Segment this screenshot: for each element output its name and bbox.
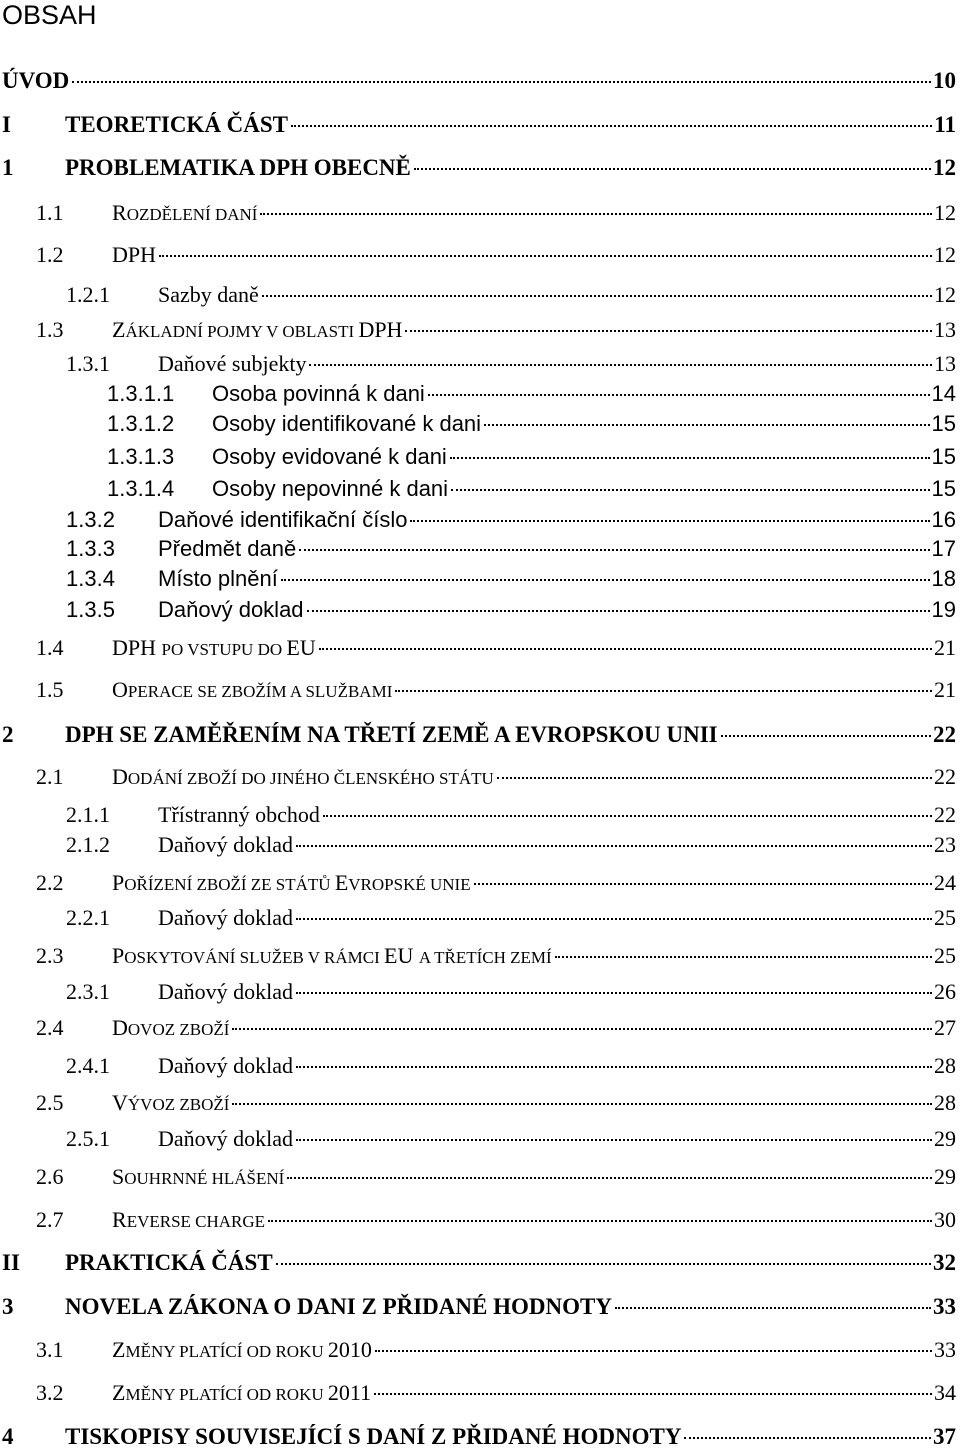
toc-entry-page-number: 15 bbox=[931, 411, 956, 436]
dot-leader bbox=[410, 520, 929, 522]
dot-leader bbox=[232, 1103, 932, 1105]
toc-entry[interactable] bbox=[66, 903, 956, 933]
dot-leader bbox=[474, 883, 932, 885]
dot-leader bbox=[159, 255, 932, 257]
toc-entry-number: 2.2.1 bbox=[66, 905, 110, 930]
toc-entry-title: Osoby identifikované k dani bbox=[212, 411, 482, 436]
toc-entry-page-number: 15 bbox=[931, 444, 956, 469]
toc-entry-number: ÚVOD bbox=[2, 68, 70, 93]
dot-leader bbox=[450, 457, 930, 459]
dot-leader bbox=[375, 1350, 932, 1352]
toc-entry-title: DPH bbox=[112, 242, 157, 267]
dot-leader bbox=[296, 992, 932, 994]
toc-entry-title: OPERACE SE ZBOŽÍM A SLUŽBAMI bbox=[112, 677, 393, 702]
dot-leader bbox=[299, 549, 929, 551]
dot-leader bbox=[281, 579, 930, 581]
toc-entry-page-number: 22 bbox=[933, 722, 956, 747]
dot-leader bbox=[262, 295, 932, 297]
toc-entry[interactable] bbox=[36, 1205, 956, 1235]
toc-entry[interactable] bbox=[107, 379, 956, 409]
toc-entry-title: DODÁNÍ ZBOŽÍ DO JINÉHO ČLENSKÉHO STÁTU bbox=[112, 764, 494, 789]
toc-entry-page-number: 18 bbox=[931, 566, 956, 591]
toc-entry-title: SOUHRNNÉ HLÁŠENÍ bbox=[112, 1164, 285, 1189]
toc-entry-page-number: 22 bbox=[934, 802, 956, 827]
toc-entry-number: 2.6 bbox=[36, 1164, 64, 1189]
toc-entry-title: Daňový doklad bbox=[158, 832, 294, 857]
toc-entry-title: Osoba povinná k dani bbox=[212, 381, 425, 406]
dot-leader bbox=[428, 394, 930, 396]
toc-entry-number: 1.3 bbox=[36, 317, 64, 342]
toc-entry[interactable] bbox=[2, 153, 956, 183]
toc-entry-page-number: 24 bbox=[934, 870, 956, 895]
toc-entry[interactable] bbox=[2, 1292, 956, 1322]
dot-leader bbox=[232, 1028, 932, 1030]
toc-entry-number: 2.3 bbox=[36, 943, 64, 968]
toc-entry-number: 3 bbox=[2, 1294, 14, 1319]
toc-entry-page-number: 10 bbox=[933, 68, 956, 93]
toc-entry[interactable] bbox=[36, 633, 956, 663]
toc-entry-number: 2.1.2 bbox=[66, 832, 110, 857]
toc-entry[interactable] bbox=[107, 409, 956, 439]
dot-leader bbox=[323, 815, 932, 817]
toc-entry-title: DPH SE ZAMĚŘENÍM NA TŘETÍ ZEMĚ A EVROPSKOU UNII bbox=[65, 722, 718, 747]
toc-entry-number: 1.3.3 bbox=[66, 536, 115, 561]
toc-entry[interactable] bbox=[107, 474, 956, 504]
toc-entry-page-number: 37 bbox=[933, 1424, 956, 1449]
toc-entry[interactable] bbox=[66, 349, 956, 379]
toc-entry-number: 1.3.5 bbox=[66, 597, 115, 622]
toc-entry-title: Daňový doklad bbox=[158, 979, 294, 1004]
toc-entry[interactable] bbox=[66, 1051, 956, 1081]
toc-entry[interactable] bbox=[2, 110, 956, 140]
dot-leader bbox=[268, 1220, 932, 1222]
toc-entry-page-number: 26 bbox=[934, 979, 956, 1004]
toc-entry-number: 2.1.1 bbox=[66, 802, 110, 827]
toc-entry-page-number: 33 bbox=[934, 1337, 956, 1362]
toc-entry[interactable] bbox=[66, 595, 956, 625]
toc-entry-title: Sazby daně bbox=[158, 282, 259, 307]
dot-leader bbox=[291, 125, 932, 127]
toc-entry-page-number: 14 bbox=[931, 381, 956, 406]
toc-entry[interactable] bbox=[36, 1378, 956, 1408]
toc-entry-page-number: 19 bbox=[931, 597, 956, 622]
toc-entry-page-number: 23 bbox=[934, 832, 956, 857]
toc-entry-number: 2.4.1 bbox=[66, 1053, 110, 1078]
toc-entry-title: Daňový doklad bbox=[158, 597, 304, 622]
toc-entry-page-number: 15 bbox=[931, 476, 956, 501]
page-title: OBSAH bbox=[2, 0, 97, 30]
toc-entry-number: 1.2.1 bbox=[66, 282, 110, 307]
toc-entry-number: 2.7 bbox=[36, 1207, 64, 1232]
toc-entry-number: 4 bbox=[2, 1424, 14, 1449]
toc-entry[interactable] bbox=[66, 1124, 956, 1154]
toc-entry-page-number: 17 bbox=[931, 536, 956, 561]
toc-entry[interactable] bbox=[36, 1013, 956, 1043]
toc-entry[interactable] bbox=[36, 240, 956, 270]
toc-entry-number: 1.3.2 bbox=[66, 507, 115, 532]
toc-entry-number: 1.3.1.4 bbox=[107, 476, 175, 501]
dot-leader bbox=[309, 364, 932, 366]
toc-entry-title: POŘÍZENÍ ZBOŽÍ ZE STÁTŮ EVROPSKÉ UNIE bbox=[112, 870, 471, 895]
toc-entry-page-number: 13 bbox=[934, 351, 956, 376]
dot-leader bbox=[721, 735, 931, 737]
toc-entry[interactable] bbox=[36, 1162, 956, 1192]
toc-entry-title: Daňový doklad bbox=[158, 1126, 294, 1151]
toc-entry-title: NOVELA ZÁKONA O DANI Z PŘIDANÉ HODNOTY bbox=[65, 1294, 612, 1319]
toc-entry-page-number: 12 bbox=[934, 242, 956, 267]
toc-entry-number: 2.5 bbox=[36, 1090, 64, 1115]
toc-entry-title: Daňové subjekty bbox=[158, 351, 307, 376]
toc-entry-page-number: 12 bbox=[933, 155, 956, 180]
dot-leader bbox=[414, 168, 931, 170]
dot-leader bbox=[555, 956, 932, 958]
toc-entry-number: 2.2 bbox=[36, 870, 64, 895]
toc-entry-page-number: 13 bbox=[934, 317, 956, 342]
toc-entry[interactable] bbox=[36, 675, 956, 705]
dot-leader bbox=[307, 610, 930, 612]
toc-entry-page-number: 34 bbox=[934, 1380, 956, 1405]
toc-entry-page-number: 12 bbox=[934, 282, 956, 307]
toc-entry-page-number: 32 bbox=[933, 1250, 956, 1275]
dot-leader bbox=[405, 330, 932, 332]
toc-entry-number: 2.4 bbox=[36, 1015, 64, 1040]
toc-entry[interactable] bbox=[2, 720, 956, 750]
toc-entry-title: DPH PO VSTUPU DO EU bbox=[112, 635, 316, 660]
toc-entry[interactable] bbox=[2, 66, 956, 96]
dot-leader bbox=[484, 424, 929, 426]
toc-entry-title: ROZDĚLENÍ DANÍ bbox=[112, 200, 258, 225]
toc-entry-page-number: 29 bbox=[934, 1164, 956, 1189]
toc-entry-page-number: 30 bbox=[934, 1207, 956, 1232]
toc-entry[interactable] bbox=[66, 800, 956, 830]
toc-entry-number: 2 bbox=[2, 722, 14, 747]
dot-leader bbox=[497, 777, 932, 779]
toc-entry-page-number: 28 bbox=[934, 1053, 956, 1078]
toc-entry[interactable] bbox=[36, 941, 956, 971]
dot-leader bbox=[296, 845, 932, 847]
toc-entry-title: VÝVOZ ZBOŽÍ bbox=[112, 1090, 230, 1115]
toc-entry-title: Předmět daně bbox=[158, 536, 297, 561]
toc-entry-page-number: 12 bbox=[934, 200, 956, 225]
dot-leader bbox=[276, 1263, 931, 1265]
toc-entry-title: Osoby evidované k dani bbox=[212, 444, 447, 469]
toc-entry[interactable] bbox=[36, 1088, 956, 1118]
toc-entry-number: I bbox=[2, 112, 11, 137]
toc-entry-title: ZÁKLADNÍ POJMY V OBLASTI DPH bbox=[112, 317, 403, 342]
toc-entry-page-number: 21 bbox=[934, 635, 956, 660]
toc-entry-number: 2.1 bbox=[36, 764, 64, 789]
toc-entry[interactable] bbox=[36, 198, 956, 228]
toc-entry-page-number: 16 bbox=[931, 507, 956, 532]
toc-entry-title: Osoby nepovinné k dani bbox=[212, 476, 449, 501]
toc-entry[interactable] bbox=[36, 868, 956, 898]
toc-entry-number: 1.5 bbox=[36, 677, 64, 702]
toc-entry-number: 2.5.1 bbox=[66, 1126, 110, 1151]
toc-entry[interactable] bbox=[36, 1335, 956, 1365]
toc-entry-title: Daňový doklad bbox=[158, 1053, 294, 1078]
dot-leader bbox=[319, 648, 932, 650]
toc-entry-number: 1.3.1.3 bbox=[107, 444, 175, 469]
toc-entry-number: II bbox=[2, 1250, 20, 1275]
toc-entry-number: 1.4 bbox=[36, 635, 64, 660]
toc-entry-page-number: 27 bbox=[934, 1015, 956, 1040]
toc-entry[interactable] bbox=[66, 564, 956, 594]
toc-entry-title: DOVOZ ZBOŽÍ bbox=[112, 1015, 230, 1040]
toc-entry[interactable] bbox=[107, 442, 956, 472]
toc-entry-page-number: 28 bbox=[934, 1090, 956, 1115]
toc-entry[interactable] bbox=[2, 1248, 956, 1278]
toc-entry[interactable] bbox=[66, 280, 956, 310]
dot-leader bbox=[72, 81, 931, 83]
dot-leader bbox=[260, 213, 932, 215]
toc-entry-title: Třístranný obchod bbox=[158, 802, 320, 827]
toc-entry-page-number: 25 bbox=[934, 943, 956, 968]
dot-leader bbox=[451, 489, 929, 491]
toc-entry-title: Daňový doklad bbox=[158, 905, 294, 930]
dot-leader bbox=[684, 1437, 931, 1439]
toc-entry-page-number: 29 bbox=[934, 1126, 956, 1151]
toc-entry-number: 1.2 bbox=[36, 242, 64, 267]
toc-entry-number: 1 bbox=[2, 155, 14, 180]
toc-entry-title: PROBLEMATIKA DPH OBECNĚ bbox=[65, 155, 411, 180]
toc-entry-page-number: 22 bbox=[934, 764, 956, 789]
toc-entry-number: 3.2 bbox=[36, 1380, 64, 1405]
toc-entry-number: 1.1 bbox=[36, 200, 64, 225]
toc-entry-title: TISKOPISY SOUVISEJÍCÍ S DANÍ Z PŘIDANÉ HODNOTY bbox=[65, 1424, 682, 1449]
toc-entry-title: Místo plnění bbox=[158, 566, 278, 591]
toc-entry-number: 1.3.1.1 bbox=[107, 381, 175, 406]
toc-entry-page-number: 11 bbox=[934, 112, 956, 137]
toc-entry-page-number: 21 bbox=[934, 677, 956, 702]
toc-entry-title: TEORETICKÁ ČÁST bbox=[65, 112, 289, 137]
toc-entry-number: 1.3.1.2 bbox=[107, 411, 175, 436]
toc-entry[interactable] bbox=[36, 315, 956, 345]
toc-entry-number: 1.3.1 bbox=[66, 351, 110, 376]
dot-leader bbox=[615, 1307, 931, 1309]
toc-entry[interactable] bbox=[66, 977, 956, 1007]
dot-leader bbox=[374, 1393, 932, 1395]
toc-entry-title: REVERSE CHARGE bbox=[112, 1207, 266, 1232]
toc-entry-title: PRAKTICKÁ ČÁST bbox=[65, 1250, 273, 1275]
toc-entry-page-number: 25 bbox=[934, 905, 956, 930]
dot-leader bbox=[395, 690, 932, 692]
toc-entry-number: 3.1 bbox=[36, 1337, 64, 1362]
dot-leader bbox=[296, 918, 932, 920]
toc-entry-page-number: 33 bbox=[933, 1294, 956, 1319]
toc-entry-number: 2.3.1 bbox=[66, 979, 110, 1004]
toc-entry-title: Daňové identifikační číslo bbox=[158, 507, 408, 532]
toc-entry-title: ZMĚNY PLATÍCÍ OD ROKU 2010 bbox=[112, 1337, 372, 1362]
toc-entry[interactable] bbox=[66, 534, 956, 564]
toc-entry-title: POSKYTOVÁNÍ SLUŽEB V RÁMCI EU A TŘETÍCH ZEMÍ bbox=[112, 943, 552, 968]
toc-entry[interactable] bbox=[66, 505, 956, 535]
dot-leader bbox=[287, 1177, 932, 1179]
toc-entry[interactable] bbox=[36, 762, 956, 792]
toc-entry-title: ZMĚNY PLATÍCÍ OD ROKU 2011 bbox=[112, 1380, 372, 1405]
dot-leader bbox=[296, 1139, 932, 1141]
toc-entry[interactable] bbox=[66, 830, 956, 860]
dot-leader bbox=[296, 1066, 932, 1068]
toc-entry-number: 1.3.4 bbox=[66, 566, 115, 591]
